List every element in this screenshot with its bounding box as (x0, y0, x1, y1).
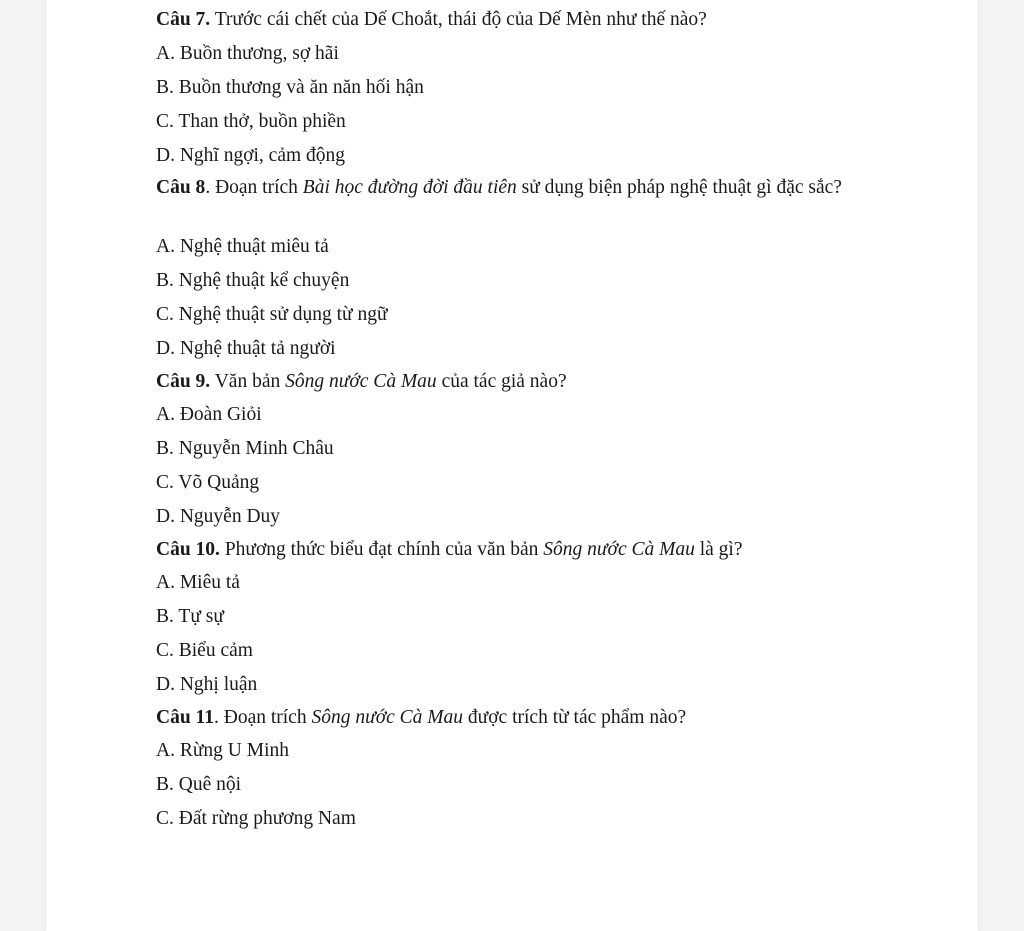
question-text: Văn bản (210, 371, 286, 392)
question-number: Câu 10. (156, 539, 220, 560)
work-title: Sông nước Cà Mau (311, 707, 464, 728)
option-8b: B. Nghệ thuật kể chuyện (156, 270, 350, 291)
question-8 (156, 175, 896, 200)
question-11 (156, 705, 686, 730)
question-text: sử dụng biện pháp nghệ thuật gì đặc sắc? (516, 177, 842, 198)
question-10 (156, 537, 743, 562)
question-text: của tác giả nào? (436, 371, 567, 392)
option-9b: B. Nguyễn Minh Châu (156, 438, 334, 459)
question-text: được trích từ tác phẩm nào? (463, 707, 687, 728)
option-8d: D. Nghệ thuật tả người (156, 338, 336, 359)
option-9d: D. Nguyễn Duy (156, 506, 281, 527)
option-11c: C. Đất rừng phương Nam (156, 808, 356, 829)
document-page (46, 0, 978, 931)
option-10a: A. Miêu tả (156, 572, 240, 593)
option-7d: D. Nghĩ ngợi, cảm động (156, 145, 346, 166)
question-number: Câu 11 (156, 707, 214, 728)
question-number: Câu 9. (156, 371, 211, 392)
option-10c: C. Biểu cảm (156, 640, 253, 661)
option-7c: C. Than thở, buồn phiền (156, 111, 346, 132)
question-text: . Đoạn trích (213, 707, 312, 728)
question-7 (156, 7, 707, 32)
question-9 (156, 369, 567, 394)
question-text: . Đoạn trích (205, 177, 303, 198)
question-text: Phương thức biểu đạt chính của văn bản (219, 539, 544, 560)
option-11b: B. Quê nội (156, 774, 242, 795)
question-text: là gì? (694, 539, 743, 560)
work-title: Bài học đường đời đầu tiên (302, 177, 517, 198)
question-number: Câu 8 (156, 177, 206, 198)
option-10d: D. Nghị luận (156, 674, 258, 695)
option-7b: B. Buồn thương và ăn năn hối hận (156, 77, 424, 98)
work-title: Sông nước Cà Mau (543, 539, 695, 560)
option-8a: A. Nghệ thuật miêu tả (156, 236, 329, 257)
option-7a: A. Buồn thương, sợ hãi (156, 43, 339, 64)
option-8c: C. Nghệ thuật sử dụng từ ngữ (156, 304, 388, 325)
question-text: Trước cái chết của Dế Choắt, thái độ của Dế Mèn như thế nào? (210, 9, 707, 30)
option-11a: A. Rừng U Minh (156, 740, 289, 761)
option-9c: C. Võ Quảng (156, 472, 260, 493)
work-title: Sông nước Cà Mau (285, 371, 437, 392)
option-9a: A. Đoàn Giỏi (156, 404, 262, 425)
option-10b: B. Tự sự (156, 606, 224, 627)
question-number: Câu 7. (156, 9, 211, 30)
